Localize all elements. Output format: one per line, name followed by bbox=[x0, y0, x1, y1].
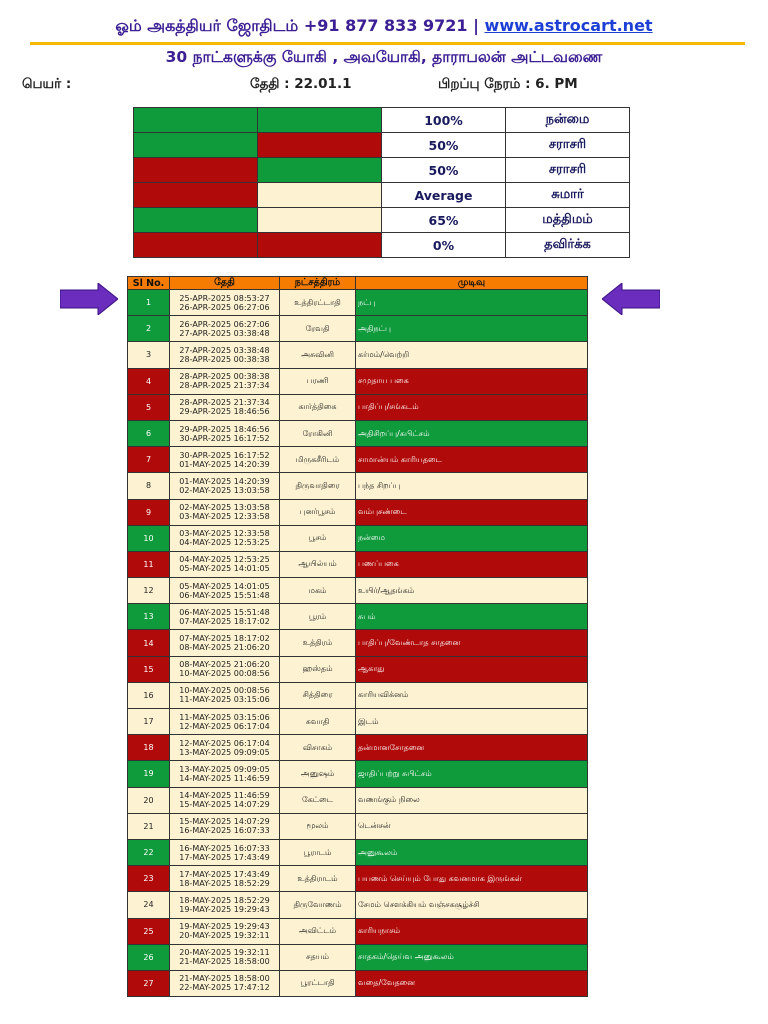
table-row bbox=[128, 944, 588, 970]
legend-percent: 50% bbox=[382, 158, 506, 183]
row-date-start: 06-MAY-2025 15:51:48 bbox=[179, 607, 270, 617]
row-date-range bbox=[170, 525, 280, 551]
row-date-range bbox=[170, 892, 280, 918]
row-sl-number: 5 bbox=[128, 394, 170, 420]
row-date-start: 14-MAY-2025 11:46:59 bbox=[179, 791, 270, 801]
row-date-end: 10-MAY-2025 00:08:56 bbox=[179, 669, 270, 679]
table-row bbox=[128, 970, 588, 996]
row-sl-number: 1 bbox=[128, 290, 170, 316]
row-result: உயிர்/ஆதங்கம் bbox=[356, 578, 588, 604]
table-row bbox=[128, 604, 588, 630]
row-sl-number: 10 bbox=[128, 525, 170, 551]
legend-label: சராசரி bbox=[506, 158, 630, 183]
row-star: சித்திரை bbox=[280, 682, 356, 708]
row-result: நட்பு bbox=[356, 290, 588, 316]
row-star: கேட்டை bbox=[280, 787, 356, 813]
row-date-range bbox=[170, 420, 280, 446]
row-result: வம்புசண்டை bbox=[356, 499, 588, 525]
row-star: ரேவதி bbox=[280, 316, 356, 342]
table-row bbox=[128, 290, 588, 316]
legend-label: தவிர்க்க bbox=[506, 233, 630, 258]
row-star: பரணி bbox=[280, 368, 356, 394]
row-star: அனுஷம் bbox=[280, 761, 356, 787]
row-date-start: 30-APR-2025 16:17:52 bbox=[179, 450, 270, 460]
row-date-range bbox=[170, 970, 280, 996]
row-date-range bbox=[170, 551, 280, 577]
row-date-range bbox=[170, 604, 280, 630]
row-date-start: 02-MAY-2025 13:03:58 bbox=[179, 503, 270, 513]
row-date-start: 29-APR-2025 18:46:56 bbox=[179, 424, 270, 434]
row-sl-number: 15 bbox=[128, 656, 170, 682]
row-result: சாதகம்/தெய்வ அனுகூலம் bbox=[356, 944, 588, 970]
table-row bbox=[128, 866, 588, 892]
legend-table bbox=[133, 107, 630, 258]
row-date-end: 12-MAY-2025 06:17:04 bbox=[179, 721, 270, 731]
row-date-end: 05-MAY-2025 14:01:05 bbox=[179, 564, 270, 574]
row-sl-number: 8 bbox=[128, 473, 170, 499]
col-header-result: முடிவு bbox=[356, 277, 588, 290]
row-sl-number: 13 bbox=[128, 604, 170, 630]
row-date-start: 03-MAY-2025 12:33:58 bbox=[179, 529, 270, 539]
legend-row bbox=[134, 133, 630, 158]
row-result: டென்சன் bbox=[356, 813, 588, 839]
row-star: ரோகினி bbox=[280, 420, 356, 446]
row-sl-number: 20 bbox=[128, 787, 170, 813]
row-sl-number: 18 bbox=[128, 735, 170, 761]
legend-percent: Average bbox=[382, 183, 506, 208]
legend-swatch-1 bbox=[134, 208, 258, 233]
col-header-sl: Sl No. bbox=[128, 277, 170, 290]
row-result: நன்மை bbox=[356, 525, 588, 551]
row-result: பாதிப்பு/வேண்டாத சாதனை bbox=[356, 630, 588, 656]
table-row bbox=[128, 499, 588, 525]
row-result: அதிசிறப்பு/சுபிட்சம் bbox=[356, 420, 588, 446]
row-sl-number: 25 bbox=[128, 918, 170, 944]
row-sl-number: 11 bbox=[128, 551, 170, 577]
row-date-range bbox=[170, 290, 280, 316]
row-date-end: 27-APR-2025 03:38:48 bbox=[179, 328, 270, 338]
row-date-start: 20-MAY-2025 19:32:11 bbox=[179, 948, 270, 958]
row-date-start: 21-MAY-2025 18:58:00 bbox=[179, 974, 270, 984]
row-date-range bbox=[170, 735, 280, 761]
birth-time-label: பிறப்பு நேரம் : 6. PM bbox=[438, 76, 578, 92]
row-star: சதயம் bbox=[280, 944, 356, 970]
row-star: அசுவினி bbox=[280, 342, 356, 368]
row-star: பூசம் bbox=[280, 525, 356, 551]
table-row bbox=[128, 656, 588, 682]
row-sl-number: 26 bbox=[128, 944, 170, 970]
row-sl-number: 21 bbox=[128, 813, 170, 839]
row-result: சாமான்யம் காரியதடை bbox=[356, 447, 588, 473]
legend-row bbox=[134, 108, 630, 133]
row-star: பூரம் bbox=[280, 604, 356, 630]
row-date-end: 29-APR-2025 18:46:56 bbox=[179, 407, 270, 417]
row-date-end: 16-MAY-2025 16:07:33 bbox=[179, 826, 270, 836]
table-row bbox=[128, 787, 588, 813]
row-date-start: 11-MAY-2025 03:15:06 bbox=[179, 712, 270, 722]
row-date-start: 26-APR-2025 06:27:06 bbox=[179, 319, 270, 329]
row-date-start: 16-MAY-2025 16:07:33 bbox=[179, 843, 270, 853]
row-star: பூரட்டாதி bbox=[280, 970, 356, 996]
row-date-start: 12-MAY-2025 06:17:04 bbox=[179, 738, 270, 748]
row-date-start: 28-APR-2025 00:38:38 bbox=[179, 372, 270, 382]
row-star: மிருகசீரிடம் bbox=[280, 447, 356, 473]
row-date-end: 18-MAY-2025 18:52:29 bbox=[179, 878, 270, 888]
row-date-start: 07-MAY-2025 18:17:02 bbox=[179, 634, 270, 644]
header-title bbox=[0, 16, 768, 37]
row-star: கார்த்திகை bbox=[280, 394, 356, 420]
row-sl-number: 23 bbox=[128, 866, 170, 892]
row-date-range bbox=[170, 578, 280, 604]
row-date-end: 21-MAY-2025 18:58:00 bbox=[179, 957, 270, 967]
row-star: உத்திரட்டாதி bbox=[280, 290, 356, 316]
website-link[interactable]: www.astrocart.net bbox=[484, 16, 653, 35]
row-date-end: 14-MAY-2025 11:46:59 bbox=[179, 773, 270, 783]
header-divider bbox=[30, 42, 745, 45]
page-subtitle: 30 நாட்களுக்கு யோகி , அவயோகி, தாராபலன் அட்டவணை bbox=[165, 48, 603, 66]
row-result: வணங்கும் நிலை bbox=[356, 787, 588, 813]
legend-swatch-2 bbox=[258, 183, 382, 208]
row-date-end: 22-MAY-2025 17:47:12 bbox=[179, 983, 270, 993]
col-header-date: தேதி bbox=[170, 277, 280, 290]
legend-row bbox=[134, 158, 630, 183]
row-date-range bbox=[170, 944, 280, 970]
row-result: பணப்பகை bbox=[356, 551, 588, 577]
row-result: ஜாதிப்பற்று சுபிட்சம் bbox=[356, 761, 588, 787]
row-sl-number: 7 bbox=[128, 447, 170, 473]
table-row bbox=[128, 630, 588, 656]
legend-label: மத்திமம் bbox=[506, 208, 630, 233]
row-result: ஆகாது bbox=[356, 656, 588, 682]
row-date-end: 06-MAY-2025 15:51:48 bbox=[179, 590, 270, 600]
legend-row bbox=[134, 183, 630, 208]
row-date-start: 28-APR-2025 21:37:34 bbox=[179, 398, 270, 408]
row-sl-number: 17 bbox=[128, 709, 170, 735]
row-result: பந்த சிறப்பு bbox=[356, 473, 588, 499]
row-date-end: 04-MAY-2025 12:53:25 bbox=[179, 538, 270, 548]
legend-swatch-2 bbox=[258, 158, 382, 183]
row-star: சுவாதி bbox=[280, 709, 356, 735]
row-date-end: 02-MAY-2025 13:03:58 bbox=[179, 485, 270, 495]
legend-swatch-1 bbox=[134, 133, 258, 158]
row-sl-number: 19 bbox=[128, 761, 170, 787]
table-row bbox=[128, 525, 588, 551]
row-date-start: 19-MAY-2025 19:29:43 bbox=[179, 922, 270, 932]
row-star: மூலம் bbox=[280, 813, 356, 839]
legend-label: சுமார் bbox=[506, 183, 630, 208]
legend-row bbox=[134, 208, 630, 233]
row-date-range bbox=[170, 918, 280, 944]
row-sl-number: 27 bbox=[128, 970, 170, 996]
legend-swatch-1 bbox=[134, 233, 258, 258]
row-date-end: 07-MAY-2025 18:17:02 bbox=[179, 616, 270, 626]
row-date-end: 08-MAY-2025 21:06:20 bbox=[179, 643, 270, 653]
row-star: திருவோணம் bbox=[280, 892, 356, 918]
table-row bbox=[128, 735, 588, 761]
row-date-end: 28-APR-2025 21:37:34 bbox=[179, 381, 270, 391]
row-sl-number: 6 bbox=[128, 420, 170, 446]
legend-swatch-1 bbox=[134, 158, 258, 183]
col-header-star: நட்சத்திரம் bbox=[280, 277, 356, 290]
legend-percent: 0% bbox=[382, 233, 506, 258]
table-row bbox=[128, 394, 588, 420]
legend-percent: 65% bbox=[382, 208, 506, 233]
row-star: புனர்பூசம் bbox=[280, 499, 356, 525]
row-star: பூராடம் bbox=[280, 839, 356, 865]
row-date-start: 13-MAY-2025 09:09:05 bbox=[179, 764, 270, 774]
row-result: சேமம் சௌக்கியம் வஞ்சகசூழ்ச்சி bbox=[356, 892, 588, 918]
row-date-range bbox=[170, 682, 280, 708]
table-row bbox=[128, 551, 588, 577]
row-date-start: 15-MAY-2025 14:07:29 bbox=[179, 817, 270, 827]
row-date-range bbox=[170, 813, 280, 839]
table-row bbox=[128, 316, 588, 342]
row-result: அதிநட்பு bbox=[356, 316, 588, 342]
row-star: விசாகம் bbox=[280, 735, 356, 761]
row-date-end: 19-MAY-2025 19:29:43 bbox=[179, 904, 270, 914]
legend-label: நன்மை bbox=[506, 108, 630, 133]
row-date-start: 17-MAY-2025 17:43:49 bbox=[179, 869, 270, 879]
table-row bbox=[128, 447, 588, 473]
legend-percent: 50% bbox=[382, 133, 506, 158]
row-sl-number: 2 bbox=[128, 316, 170, 342]
row-star: உத்திரம் bbox=[280, 630, 356, 656]
row-date-start: 25-APR-2025 08:53:27 bbox=[179, 293, 270, 303]
row-date-end: 17-MAY-2025 17:43:49 bbox=[179, 852, 270, 862]
row-date-range bbox=[170, 630, 280, 656]
row-date-start: 18-MAY-2025 18:52:29 bbox=[179, 895, 270, 905]
row-sl-number: 9 bbox=[128, 499, 170, 525]
row-date-end: 20-MAY-2025 19:32:11 bbox=[179, 931, 270, 941]
table-row bbox=[128, 813, 588, 839]
schedule-table bbox=[127, 276, 588, 997]
row-star: ஆயில்யம் bbox=[280, 551, 356, 577]
row-result: தன்மானசோதனை bbox=[356, 735, 588, 761]
table-header-row bbox=[128, 277, 588, 290]
row-result: சுபம் bbox=[356, 604, 588, 630]
row-date-end: 03-MAY-2025 12:33:58 bbox=[179, 512, 270, 522]
table-row bbox=[128, 709, 588, 735]
table-row bbox=[128, 682, 588, 708]
row-date-end: 15-MAY-2025 14:07:29 bbox=[179, 800, 270, 810]
legend-swatch-2 bbox=[258, 133, 382, 158]
legend-percent: 100% bbox=[382, 108, 506, 133]
left-arrow-icon bbox=[60, 283, 118, 315]
row-date-start: 27-APR-2025 03:38:48 bbox=[179, 345, 270, 355]
row-date-end: 28-APR-2025 00:38:38 bbox=[179, 354, 270, 364]
row-result: வதை/வேதனை bbox=[356, 970, 588, 996]
row-result: பயணம் செய்யும் போது கவனமாக இருங்கள் bbox=[356, 866, 588, 892]
row-result: காரியவிக்னம் bbox=[356, 682, 588, 708]
table-row bbox=[128, 420, 588, 446]
row-result: இடம் bbox=[356, 709, 588, 735]
row-date-range bbox=[170, 709, 280, 735]
legend-swatch-1 bbox=[134, 183, 258, 208]
table-row bbox=[128, 761, 588, 787]
row-star: மகம் bbox=[280, 578, 356, 604]
row-sl-number: 3 bbox=[128, 342, 170, 368]
table-row bbox=[128, 342, 588, 368]
header-contact-text: ஓம் அகத்தியர் ஜோதிடம் +91 877 833 9721 | bbox=[115, 16, 485, 35]
legend-label: சராசரி bbox=[506, 133, 630, 158]
row-date-range bbox=[170, 316, 280, 342]
row-date-range bbox=[170, 342, 280, 368]
row-date-range bbox=[170, 761, 280, 787]
table-row bbox=[128, 918, 588, 944]
row-date-start: 10-MAY-2025 00:08:56 bbox=[179, 686, 270, 696]
row-date-end: 01-MAY-2025 14:20:39 bbox=[179, 459, 270, 469]
row-date-range bbox=[170, 473, 280, 499]
row-star: ஹஸ்தம் bbox=[280, 656, 356, 682]
row-date-start: 05-MAY-2025 14:01:05 bbox=[179, 581, 270, 591]
row-result: அனுகூலம் bbox=[356, 839, 588, 865]
row-date-end: 30-APR-2025 16:17:52 bbox=[179, 433, 270, 443]
row-date-range bbox=[170, 447, 280, 473]
table-row bbox=[128, 892, 588, 918]
table-row bbox=[128, 368, 588, 394]
name-label: பெயர் : bbox=[22, 76, 72, 92]
row-date-end: 13-MAY-2025 09:09:05 bbox=[179, 747, 270, 757]
row-date-start: 04-MAY-2025 12:53:25 bbox=[179, 555, 270, 565]
row-star: உத்திராடம் bbox=[280, 866, 356, 892]
table-row bbox=[128, 578, 588, 604]
row-date-range bbox=[170, 394, 280, 420]
row-result: கர்மம்/வெற்றி bbox=[356, 342, 588, 368]
legend-swatch-1 bbox=[134, 108, 258, 133]
row-result: சமுதாய பகை bbox=[356, 368, 588, 394]
table-row bbox=[128, 473, 588, 499]
row-date-end: 11-MAY-2025 03:15:06 bbox=[179, 695, 270, 705]
row-date-range bbox=[170, 866, 280, 892]
row-date-start: 08-MAY-2025 21:06:20 bbox=[179, 660, 270, 670]
legend-swatch-2 bbox=[258, 233, 382, 258]
row-sl-number: 24 bbox=[128, 892, 170, 918]
row-sl-number: 22 bbox=[128, 839, 170, 865]
row-date-start: 01-MAY-2025 14:20:39 bbox=[179, 476, 270, 486]
date-label: தேதி : 22.01.1 bbox=[250, 76, 352, 92]
row-result: பாதிப்பு/சங்கடம் bbox=[356, 394, 588, 420]
row-date-end: 26-APR-2025 06:27:06 bbox=[179, 302, 270, 312]
right-arrow-icon bbox=[602, 283, 660, 315]
row-sl-number: 16 bbox=[128, 682, 170, 708]
row-sl-number: 4 bbox=[128, 368, 170, 394]
row-date-range bbox=[170, 368, 280, 394]
row-date-range bbox=[170, 499, 280, 525]
row-star: திருவாதிரை bbox=[280, 473, 356, 499]
legend-swatch-2 bbox=[258, 108, 382, 133]
row-result: காரியநாசம் bbox=[356, 918, 588, 944]
legend-swatch-2 bbox=[258, 208, 382, 233]
row-sl-number: 12 bbox=[128, 578, 170, 604]
table-row bbox=[128, 839, 588, 865]
row-date-range bbox=[170, 656, 280, 682]
row-sl-number: 14 bbox=[128, 630, 170, 656]
row-date-range bbox=[170, 839, 280, 865]
legend-row bbox=[134, 233, 630, 258]
row-date-range bbox=[170, 787, 280, 813]
row-star: அவிட்டம் bbox=[280, 918, 356, 944]
